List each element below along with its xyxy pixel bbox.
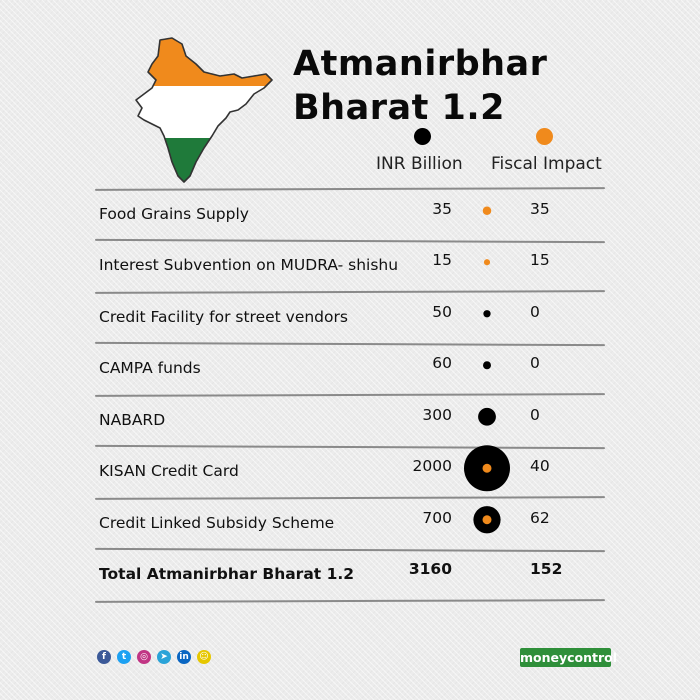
- snapchat-icon[interactable]: ☺: [197, 650, 211, 664]
- inr-value: 35: [432, 199, 452, 218]
- fiscal-value: 0: [530, 354, 540, 373]
- row-label: CAMPA funds: [99, 359, 201, 378]
- inr-value: 15: [432, 251, 452, 270]
- inr-bubble: [483, 361, 491, 369]
- column-header-inr: INR Billion: [376, 154, 463, 174]
- row-label: Credit Facility for street vendors: [99, 307, 348, 326]
- row-label: Credit Linked Subsidy Scheme: [99, 513, 335, 532]
- inr-bubble: [483, 310, 490, 317]
- inr-value: 700: [422, 508, 452, 527]
- total-inr-value: 3160: [408, 560, 452, 579]
- column-header-fiscal: Fiscal Impact: [491, 154, 602, 174]
- linkedin-icon[interactable]: in: [177, 650, 191, 664]
- fiscal-value: 0: [530, 405, 540, 424]
- fiscal-value: 62: [530, 508, 550, 527]
- fiscal-bubble: [483, 464, 492, 473]
- instagram-icon[interactable]: ◎: [137, 650, 151, 664]
- fiscal-value: 15: [530, 251, 550, 270]
- twitter-icon[interactable]: t: [117, 650, 131, 664]
- row-label: Food Grains Supply: [99, 204, 249, 223]
- telegram-icon[interactable]: ➤: [157, 650, 171, 664]
- inr-value: 300: [422, 405, 452, 424]
- fiscal-bubble: [483, 206, 492, 215]
- fiscal-bubble: [484, 259, 490, 265]
- fiscal-value: 0: [530, 302, 540, 321]
- fiscal-value: 35: [530, 199, 550, 218]
- fiscal-value: 40: [530, 457, 550, 476]
- row-label: NABARD: [99, 410, 166, 429]
- facebook-icon[interactable]: f: [97, 650, 111, 664]
- fiscal-bubble: [483, 515, 492, 524]
- total-fiscal-value: 152: [530, 560, 563, 579]
- inr-value: 2000: [412, 457, 452, 476]
- title-line-2: Bharat 1.2: [293, 88, 506, 128]
- inr-bubble: [478, 408, 496, 426]
- title-line-1: Atmanirbhar: [293, 44, 548, 84]
- row-label: Interest Subvention on MUDRA- shishu: [99, 256, 399, 275]
- inr-value: 60: [432, 354, 452, 373]
- row-label: KISAN Credit Card: [99, 462, 239, 481]
- total-label: Total Atmanirbhar Bharat 1.2: [99, 565, 355, 584]
- inr-value: 50: [432, 302, 452, 321]
- brand-logo: moneycontrol: [520, 650, 618, 665]
